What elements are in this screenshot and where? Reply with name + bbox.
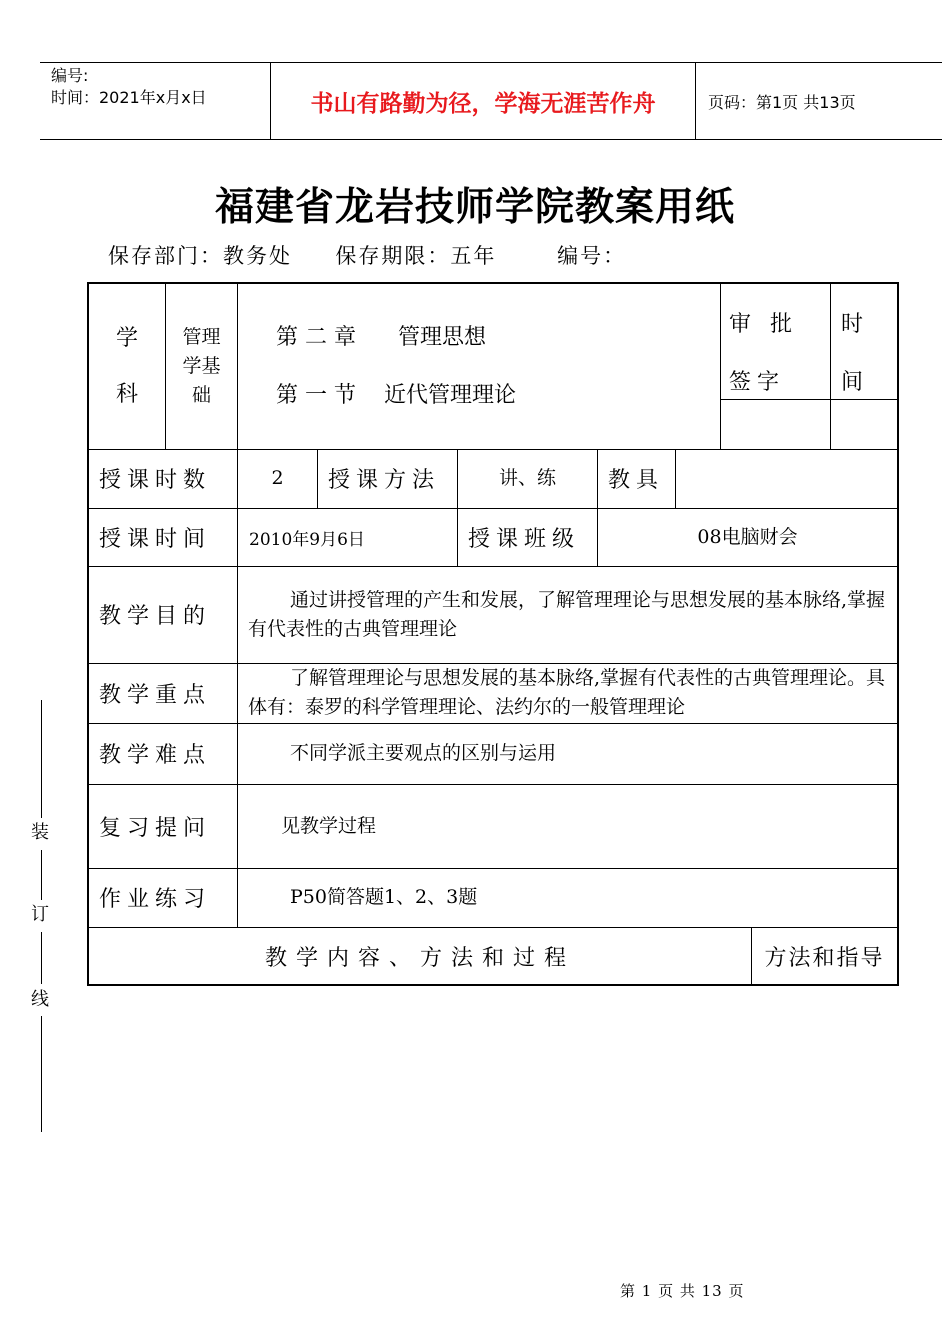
page-info: 页码：第1页 共13页 [708, 92, 856, 112]
difficulty-label: 教学难点 [99, 743, 212, 768]
subject-label-cell [89, 284, 165, 449]
binding-line-1 [41, 700, 42, 818]
header-left [40, 63, 270, 139]
binding-char-3: 线 [31, 989, 49, 1010]
binding-char-1: 装 [31, 822, 49, 843]
time-label: 时间 [841, 312, 864, 395]
goal-value: 通过讲授管理的产生和发展，了解管理理论与思想发展的基本脉络,掌握有代表性的古典管理理论 [248, 588, 886, 640]
binding-line-2 [41, 850, 42, 900]
chapter-line: 第 二 章 管理思想 [276, 325, 486, 350]
review-label: 复习提问 [99, 815, 212, 841]
time-label: 时间：2021年x月x日 [51, 88, 207, 107]
method-label: 授课方法 [328, 468, 441, 493]
binding-char-2: 订 [31, 904, 49, 925]
key-value: 了解管理理论与思想发展的基本脉络,掌握有代表性的古典管理理论。具体有：泰罗的科学管理理论、法约尔的一般管理理论 [248, 667, 886, 718]
class-label: 授课班级 [468, 526, 581, 552]
col-divider [830, 284, 831, 449]
document-title: 福建省龙岩技师学院教案用纸 [214, 185, 735, 230]
tools-label: 教具 [608, 468, 665, 493]
content-label: 教学内容、方法和过程 [264, 946, 575, 971]
binding-line-4 [41, 1016, 42, 1132]
date-label: 授课时间 [99, 526, 212, 552]
hours-label: 授课时数 [99, 468, 212, 493]
section-line: 第 一 节 近代管理理论 [276, 383, 516, 408]
col-divider [720, 284, 721, 449]
tools-value [676, 449, 897, 508]
goal-value-cell [238, 566, 897, 663]
class-value: 08电脑财会 [697, 525, 798, 548]
lesson-plan-table [87, 282, 899, 986]
subject-label: 学 科 [115, 325, 138, 407]
hours-value: 2 [271, 467, 284, 489]
serial-label: 编号: [51, 66, 89, 85]
review-value: 见教学过程 [281, 814, 377, 837]
motto: 书山有路勤为径，学海无涯苦作舟 [270, 63, 696, 139]
homework-label: 作业练习 [99, 887, 212, 912]
key-label: 教学重点 [99, 682, 212, 708]
subject-value-cell [166, 284, 237, 449]
guide-label: 方法和指导 [764, 946, 885, 971]
subject-value: 管理学基础 [182, 326, 221, 406]
approval-label: 审 批 签字 [729, 312, 798, 395]
binding-line-3 [41, 932, 42, 984]
page-footer: 第 1 页 共 13 页 [620, 1282, 745, 1300]
goal-label: 教学目的 [99, 604, 212, 629]
key-value-cell [238, 663, 897, 723]
method-value: 讲、练 [498, 467, 556, 489]
homework-value: P50简答题1、2、3题 [290, 886, 478, 908]
page-header [40, 62, 942, 140]
difficulty-value: 不同学派主要观点的区别与运用 [290, 742, 557, 764]
meta-line: 保存部门：教务处 保存期限：五年 编号： [108, 244, 627, 268]
date-value: 2010年9月6日 [249, 529, 365, 550]
